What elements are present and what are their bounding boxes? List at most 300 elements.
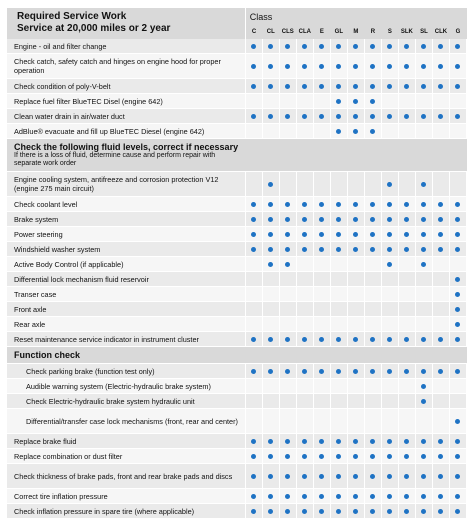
applicable-dot [404, 474, 409, 479]
mark-cell [279, 39, 296, 54]
mark-cell [381, 317, 398, 332]
mark-cell [364, 379, 381, 394]
mark-cell [313, 227, 330, 242]
applicable-dot [319, 202, 324, 207]
title-line-2: Service at 20,000 miles or 2 year [17, 23, 171, 34]
applicable-dot [438, 494, 443, 499]
mark-cell [296, 504, 313, 519]
mark-cell [415, 409, 432, 434]
mark-cell [415, 379, 432, 394]
title-line-1: Required Service Work [17, 11, 127, 22]
row-label: Check parking brake (function test only) [7, 364, 245, 379]
mark-cell [381, 287, 398, 302]
mark-cell [279, 302, 296, 317]
mark-cell [347, 172, 364, 197]
applicable-dot [438, 369, 443, 374]
mark-cell [330, 227, 347, 242]
mark-cell [330, 79, 347, 94]
applicable-dot [455, 247, 460, 252]
mark-cell [381, 39, 398, 54]
applicable-dot [285, 202, 290, 207]
mark-cell [347, 227, 364, 242]
mark-cell [347, 124, 364, 139]
mark-cell [398, 302, 415, 317]
mark-cell [347, 287, 364, 302]
mark-cell [313, 332, 330, 347]
mark-cell [398, 79, 415, 94]
applicable-dot [251, 84, 256, 89]
section-blank-cell [415, 139, 432, 172]
applicable-dot [455, 64, 460, 69]
row-label: Check catch, safety catch and hinges on engine hood for proper operation [7, 54, 245, 79]
mark-cell [245, 409, 262, 434]
row-label: Clean water drain in air/water duct [7, 109, 245, 124]
applicable-dot [421, 439, 426, 444]
mark-cell [313, 79, 330, 94]
mark-cell [279, 79, 296, 94]
mark-cell [296, 79, 313, 94]
section-blank-cell [313, 139, 330, 172]
table-row [7, 172, 467, 197]
applicable-dot [336, 44, 341, 49]
mark-cell [432, 109, 449, 124]
class-code-e: E [313, 24, 330, 39]
applicable-dot [438, 44, 443, 49]
applicable-dot [302, 114, 307, 119]
applicable-dot [455, 454, 460, 459]
table-row [7, 79, 467, 94]
class-code-m: M [347, 24, 364, 39]
mark-cell [449, 449, 466, 464]
applicable-dot [438, 232, 443, 237]
applicable-dot [387, 454, 392, 459]
mark-cell [415, 434, 432, 449]
mark-cell [449, 172, 466, 197]
mark-cell [432, 489, 449, 504]
applicable-dot [302, 494, 307, 499]
mark-cell [245, 197, 262, 212]
applicable-dot [285, 369, 290, 374]
mark-cell [313, 124, 330, 139]
table-row [7, 39, 467, 54]
mark-cell [432, 54, 449, 79]
applicable-dot [251, 247, 256, 252]
mark-cell [245, 434, 262, 449]
table-row [7, 242, 467, 257]
applicable-dot [285, 114, 290, 119]
applicable-dot [336, 84, 341, 89]
mark-cell [262, 379, 279, 394]
mark-cell [415, 394, 432, 409]
mark-cell [364, 54, 381, 79]
row-label: Replace fuel filter BlueTEC Disel (engine 642) [7, 94, 245, 109]
applicable-dot [353, 232, 358, 237]
table-header-row [7, 8, 467, 24]
table-row [7, 449, 467, 464]
applicable-dot [268, 454, 273, 459]
mark-cell [313, 197, 330, 212]
applicable-dot [455, 439, 460, 444]
mark-cell [296, 287, 313, 302]
section-blank-cell [398, 139, 415, 172]
mark-cell [296, 39, 313, 54]
section-heading [7, 347, 245, 364]
applicable-dot [353, 439, 358, 444]
mark-cell [398, 332, 415, 347]
applicable-dot [268, 369, 273, 374]
applicable-dot [251, 232, 256, 237]
mark-cell [262, 272, 279, 287]
applicable-dot [387, 202, 392, 207]
mark-cell [330, 449, 347, 464]
mark-cell [245, 172, 262, 197]
applicable-dot [455, 84, 460, 89]
mark-cell [296, 434, 313, 449]
mark-cell [432, 172, 449, 197]
class-code-clk: CLK [432, 24, 449, 39]
mark-cell [262, 464, 279, 489]
mark-cell [279, 434, 296, 449]
mark-cell [245, 272, 262, 287]
applicable-dot [370, 494, 375, 499]
row-label: Check thickness of brake pads, front and rear brake pads and discs [7, 464, 245, 489]
mark-cell [398, 379, 415, 394]
applicable-dot [319, 84, 324, 89]
mark-cell [347, 364, 364, 379]
section-blank-cell [262, 139, 279, 172]
mark-cell [347, 109, 364, 124]
row-label: Replace brake fluid [7, 434, 245, 449]
applicable-dot [387, 439, 392, 444]
mark-cell [347, 464, 364, 489]
mark-cell [381, 242, 398, 257]
mark-cell [313, 394, 330, 409]
mark-cell [313, 272, 330, 287]
row-label: Check condition of poly-V-belt [7, 79, 245, 94]
mark-cell [398, 504, 415, 519]
applicable-dot [353, 369, 358, 374]
mark-cell [296, 317, 313, 332]
section-blank-cell [347, 139, 364, 172]
applicable-dot [421, 232, 426, 237]
mark-cell [381, 364, 398, 379]
mark-cell [279, 394, 296, 409]
section-blank-cell [449, 347, 466, 364]
class-code-r: R [364, 24, 381, 39]
applicable-dot [421, 369, 426, 374]
applicable-dot [285, 454, 290, 459]
applicable-dot [455, 509, 460, 514]
mark-cell [347, 449, 364, 464]
mark-cell [415, 332, 432, 347]
applicable-dot [268, 262, 273, 267]
section-title: Check the following fluid levels, correct if necessary [14, 142, 239, 152]
applicable-dot [251, 114, 256, 119]
mark-cell [381, 124, 398, 139]
mark-cell [449, 434, 466, 449]
mark-cell [398, 434, 415, 449]
mark-cell [313, 287, 330, 302]
row-label: Reset maintenance service indicator in instrument cluster [7, 332, 245, 347]
section-blank-cell [432, 139, 449, 172]
mark-cell [296, 257, 313, 272]
applicable-dot [302, 64, 307, 69]
applicable-dot [455, 277, 460, 282]
mark-cell [415, 302, 432, 317]
applicable-dot [421, 384, 426, 389]
mark-cell [364, 504, 381, 519]
mark-cell [330, 409, 347, 434]
mark-cell [347, 302, 364, 317]
mark-cell [279, 464, 296, 489]
applicable-dot [387, 64, 392, 69]
mark-cell [296, 124, 313, 139]
mark-cell [432, 227, 449, 242]
mark-cell [313, 302, 330, 317]
applicable-dot [336, 217, 341, 222]
class-code-sl: SL [415, 24, 432, 39]
applicable-dot [353, 84, 358, 89]
mark-cell [262, 394, 279, 409]
applicable-dot [455, 44, 460, 49]
mark-cell [347, 434, 364, 449]
applicable-dot [285, 474, 290, 479]
mark-cell [262, 227, 279, 242]
mark-cell [381, 434, 398, 449]
mark-cell [364, 94, 381, 109]
mark-cell [415, 449, 432, 464]
mark-cell [262, 434, 279, 449]
row-label: Front axle [7, 302, 245, 317]
mark-cell [449, 197, 466, 212]
mark-cell [398, 394, 415, 409]
mark-cell [381, 504, 398, 519]
mark-cell [364, 109, 381, 124]
mark-cell [313, 257, 330, 272]
mark-cell [245, 302, 262, 317]
applicable-dot [336, 247, 341, 252]
mark-cell [262, 79, 279, 94]
applicable-dot [302, 84, 307, 89]
mark-cell [415, 287, 432, 302]
applicable-dot [370, 64, 375, 69]
applicable-dot [421, 494, 426, 499]
applicable-dot [319, 44, 324, 49]
mark-cell [381, 489, 398, 504]
mark-cell [313, 489, 330, 504]
applicable-dot [421, 217, 426, 222]
applicable-dot [370, 84, 375, 89]
mark-cell [432, 124, 449, 139]
mark-cell [449, 94, 466, 109]
applicable-dot [455, 337, 460, 342]
mark-cell [279, 332, 296, 347]
mark-cell [347, 257, 364, 272]
mark-cell [398, 409, 415, 434]
mark-cell [279, 489, 296, 504]
mark-cell [313, 364, 330, 379]
applicable-dot [404, 247, 409, 252]
applicable-dot [404, 217, 409, 222]
mark-cell [398, 364, 415, 379]
row-label: Engine cooling system, antifreeze and corrosion protection V12 (engine 275 main circuit) [7, 172, 245, 197]
mark-cell [279, 364, 296, 379]
applicable-dot [421, 509, 426, 514]
table-row [7, 434, 467, 449]
section-blank-cell [296, 347, 313, 364]
applicable-dot [438, 337, 443, 342]
applicable-dot [353, 64, 358, 69]
mark-cell [330, 317, 347, 332]
table-row [7, 302, 467, 317]
mark-cell [330, 39, 347, 54]
mark-cell [347, 197, 364, 212]
mark-cell [262, 197, 279, 212]
class-code-slk: SLK [398, 24, 415, 39]
mark-cell [415, 172, 432, 197]
mark-cell [262, 242, 279, 257]
section-blank-cell [245, 347, 262, 364]
mark-cell [245, 109, 262, 124]
applicable-dot [268, 44, 273, 49]
mark-cell [415, 504, 432, 519]
mark-cell [381, 302, 398, 317]
applicable-dot [370, 217, 375, 222]
applicable-dot [387, 369, 392, 374]
section-header-row [7, 347, 467, 364]
mark-cell [364, 394, 381, 409]
mark-cell [330, 54, 347, 79]
applicable-dot [438, 202, 443, 207]
table-row [7, 489, 467, 504]
mark-cell [415, 242, 432, 257]
applicable-dot [251, 494, 256, 499]
applicable-dot [319, 509, 324, 514]
mark-cell [279, 227, 296, 242]
mark-cell [296, 464, 313, 489]
mark-cell [381, 332, 398, 347]
class-code-g: G [449, 24, 466, 39]
applicable-dot [421, 202, 426, 207]
class-code-cl: CL [262, 24, 279, 39]
table-row [7, 227, 467, 242]
mark-cell [347, 79, 364, 94]
applicable-dot [336, 114, 341, 119]
mark-cell [245, 449, 262, 464]
mark-cell [313, 212, 330, 227]
applicable-dot [387, 247, 392, 252]
mark-cell [330, 464, 347, 489]
mark-cell [432, 409, 449, 434]
mark-cell [449, 242, 466, 257]
applicable-dot [455, 322, 460, 327]
applicable-dot [370, 369, 375, 374]
mark-cell [432, 39, 449, 54]
applicable-dot [285, 84, 290, 89]
applicable-dot [319, 64, 324, 69]
applicable-dot [370, 454, 375, 459]
mark-cell [347, 409, 364, 434]
applicable-dot [421, 337, 426, 342]
mark-cell [364, 464, 381, 489]
applicable-dot [251, 509, 256, 514]
mark-cell [415, 109, 432, 124]
applicable-dot [251, 369, 256, 374]
applicable-dot [370, 202, 375, 207]
mark-cell [449, 109, 466, 124]
class-heading: Class [245, 8, 466, 24]
mark-cell [347, 242, 364, 257]
mark-cell [449, 394, 466, 409]
mark-cell [398, 242, 415, 257]
mark-cell [398, 109, 415, 124]
mark-cell [398, 54, 415, 79]
applicable-dot [268, 509, 273, 514]
mark-cell [330, 287, 347, 302]
section-blank-cell [381, 139, 398, 172]
mark-cell [296, 109, 313, 124]
applicable-dot [285, 439, 290, 444]
mark-cell [415, 94, 432, 109]
applicable-dot [455, 217, 460, 222]
mark-cell [381, 409, 398, 434]
mark-cell [245, 257, 262, 272]
applicable-dot [421, 64, 426, 69]
mark-cell [262, 364, 279, 379]
mark-cell [347, 332, 364, 347]
mark-cell [432, 394, 449, 409]
mark-cell [347, 94, 364, 109]
applicable-dot [336, 64, 341, 69]
mark-cell [449, 302, 466, 317]
mark-cell [262, 302, 279, 317]
mark-cell [381, 79, 398, 94]
applicable-dot [421, 454, 426, 459]
applicable-dot [387, 262, 392, 267]
mark-cell [330, 379, 347, 394]
mark-cell [262, 287, 279, 302]
mark-cell [415, 227, 432, 242]
section-blank-cell [313, 347, 330, 364]
mark-cell [449, 272, 466, 287]
applicable-dot [455, 369, 460, 374]
mark-cell [262, 172, 279, 197]
applicable-dot [268, 114, 273, 119]
mark-cell [330, 212, 347, 227]
mark-cell [330, 94, 347, 109]
applicable-dot [387, 114, 392, 119]
applicable-dot [251, 439, 256, 444]
applicable-dot [421, 262, 426, 267]
applicable-dot [302, 44, 307, 49]
applicable-dot [319, 454, 324, 459]
mark-cell [364, 317, 381, 332]
mark-cell [313, 94, 330, 109]
applicable-dot [268, 474, 273, 479]
mark-cell [381, 449, 398, 464]
applicable-dot [268, 84, 273, 89]
section-title: Function check [14, 350, 81, 360]
applicable-dot [336, 454, 341, 459]
row-label: Differential lock mechanism fluid reservoir [7, 272, 245, 287]
mark-cell [245, 124, 262, 139]
mark-cell [245, 489, 262, 504]
applicable-dot [353, 474, 358, 479]
section-blank-cell [364, 347, 381, 364]
mark-cell [432, 504, 449, 519]
applicable-dot [421, 247, 426, 252]
mark-cell [296, 302, 313, 317]
